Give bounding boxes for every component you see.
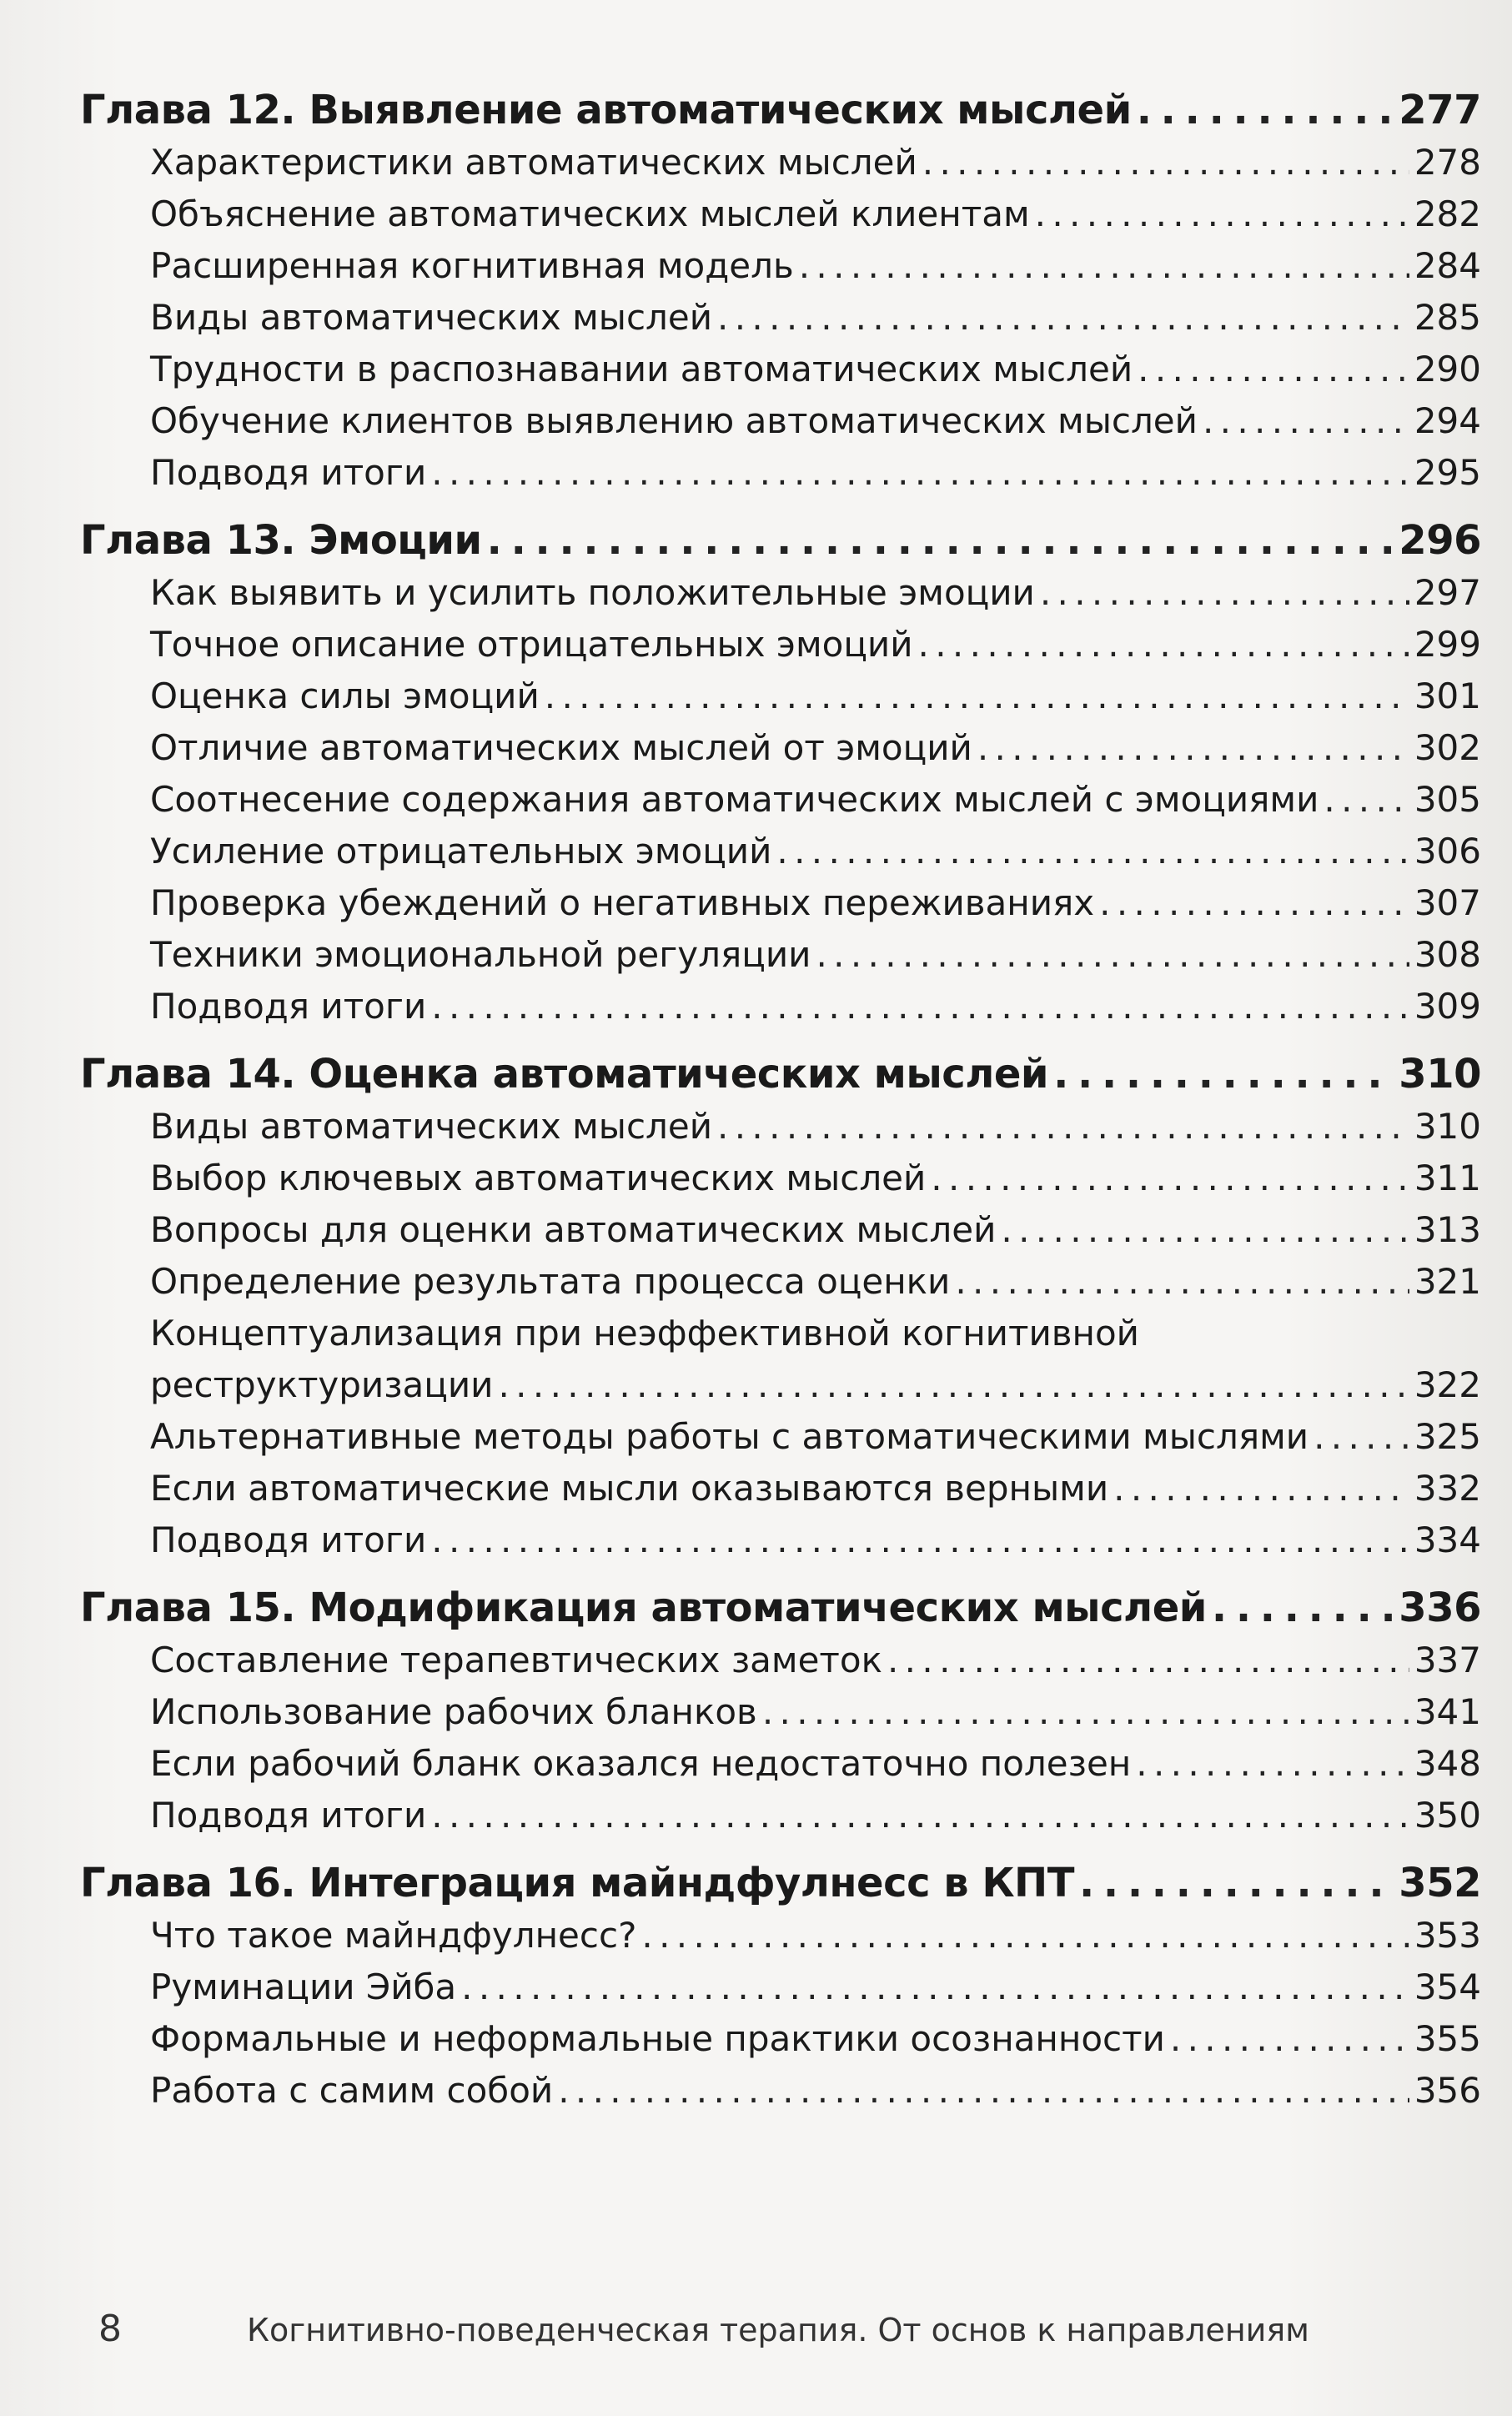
chapter-page-number: 277 bbox=[1399, 87, 1481, 133]
section-entry bbox=[150, 1308, 1481, 1411]
dot-leader bbox=[931, 1153, 1409, 1204]
running-title: Когнитивно-поведенческая терапия. От основ к направлениям bbox=[247, 2312, 1309, 2348]
section-list bbox=[80, 1635, 1481, 1841]
section-page-number: 297 bbox=[1414, 572, 1481, 613]
dot-leader bbox=[1040, 567, 1409, 619]
section-title: Концептуализация при неэффективной когнитивной bbox=[150, 1313, 1139, 1354]
dot-leader bbox=[816, 929, 1409, 981]
chapter-page-number: 336 bbox=[1399, 1585, 1481, 1631]
section-title: Подводя итоги bbox=[150, 1795, 427, 1836]
section-page-number: 295 bbox=[1414, 452, 1481, 493]
section-page-number: 321 bbox=[1414, 1261, 1481, 1302]
dot-leader bbox=[461, 1961, 1409, 2013]
section-page-number: 308 bbox=[1414, 934, 1481, 975]
dot-leader bbox=[1314, 1411, 1409, 1463]
section-entry bbox=[150, 137, 1481, 188]
page-footer bbox=[98, 2308, 1309, 2351]
dot-leader bbox=[799, 240, 1409, 292]
section-title: Если рабочий бланк оказался недостаточно полезен bbox=[150, 1743, 1132, 1784]
section-entry bbox=[150, 826, 1481, 877]
section-entry bbox=[150, 1635, 1481, 1686]
section-entry bbox=[150, 671, 1481, 722]
section-title: Трудности в распознавании автоматических мыслей bbox=[150, 349, 1133, 389]
section-entry bbox=[150, 1463, 1481, 1514]
dot-leader bbox=[1053, 1047, 1394, 1101]
chapter-title: Глава 13. Эмоции bbox=[80, 517, 482, 564]
section-entry bbox=[150, 1153, 1481, 1204]
section-entry bbox=[150, 395, 1481, 447]
dot-leader bbox=[717, 292, 1409, 344]
section-title: Проверка убеждений о негативных переживаниях bbox=[150, 882, 1095, 923]
dot-leader bbox=[1113, 1463, 1409, 1514]
section-list bbox=[80, 1910, 1481, 2117]
section-page-number: 309 bbox=[1414, 986, 1481, 1027]
section-entry bbox=[150, 447, 1481, 499]
dot-leader bbox=[918, 619, 1409, 671]
toc-chapter bbox=[80, 1047, 1481, 1566]
section-page-number: 350 bbox=[1414, 1795, 1481, 1836]
section-entry bbox=[150, 981, 1481, 1032]
section-title: Определение результата процесса оценки bbox=[150, 1261, 951, 1302]
dot-leader bbox=[1079, 1856, 1394, 1910]
dot-leader bbox=[717, 1101, 1409, 1153]
dot-leader bbox=[1136, 1738, 1409, 1790]
section-page-number: 278 bbox=[1414, 142, 1481, 183]
dot-leader bbox=[1170, 2013, 1409, 2065]
section-entry bbox=[150, 344, 1481, 395]
dot-leader bbox=[1137, 83, 1394, 137]
section-page-number: 354 bbox=[1414, 1966, 1481, 2007]
section-page-number: 348 bbox=[1414, 1743, 1481, 1784]
toc-chapter bbox=[80, 1856, 1481, 2117]
dot-leader bbox=[1035, 188, 1409, 240]
dot-leader bbox=[955, 1256, 1409, 1308]
section-page-number: 285 bbox=[1414, 297, 1481, 338]
toc-chapter bbox=[80, 514, 1481, 1032]
section-page-number: 301 bbox=[1414, 676, 1481, 716]
dot-leader bbox=[498, 1359, 1409, 1411]
section-list bbox=[80, 137, 1481, 499]
chapter-title: Глава 14. Оценка автоматических мыслей bbox=[80, 1051, 1049, 1097]
chapter-title: Глава 16. Интеграция майндфулнесс в КПТ bbox=[80, 1860, 1074, 1906]
section-title: Альтернативные методы работы с автоматическими мыслями bbox=[150, 1416, 1309, 1457]
section-page-number: 332 bbox=[1414, 1468, 1481, 1509]
section-page-number: 313 bbox=[1414, 1209, 1481, 1250]
section-entry bbox=[150, 877, 1481, 929]
section-entry bbox=[150, 722, 1481, 774]
section-page-number: 282 bbox=[1414, 193, 1481, 234]
section-entry bbox=[150, 1101, 1481, 1153]
section-entry bbox=[150, 1686, 1481, 1738]
chapter-heading bbox=[80, 83, 1481, 137]
section-title: Обучение клиентов выявлению автоматических мыслей bbox=[150, 400, 1198, 441]
section-title: Точное описание отрицательных эмоций bbox=[150, 624, 913, 665]
section-entry bbox=[150, 774, 1481, 826]
section-title: Объяснение автоматических мыслей клиентам bbox=[150, 193, 1030, 234]
section-page-number: 302 bbox=[1414, 727, 1481, 768]
section-entry bbox=[150, 240, 1481, 292]
chapter-heading bbox=[80, 1856, 1481, 1910]
section-title: Выбор ключевых автоматических мыслей bbox=[150, 1158, 927, 1198]
section-title: Формальные и неформальные практики осознанности bbox=[150, 2018, 1165, 2059]
section-entry bbox=[150, 1790, 1481, 1841]
section-title: Соотнесение содержания автоматических мыслей с эмоциями bbox=[150, 779, 1319, 820]
section-title: Составление терапевтических заметок bbox=[150, 1640, 882, 1680]
section-title: Работа с самим собой bbox=[150, 2070, 554, 2111]
chapter-page-number: 352 bbox=[1399, 1860, 1481, 1906]
section-entry bbox=[150, 2013, 1481, 2065]
section-page-number: 341 bbox=[1414, 1691, 1481, 1732]
dot-leader bbox=[887, 1635, 1409, 1686]
chapter-page-number: 310 bbox=[1399, 1051, 1481, 1097]
section-entry bbox=[150, 619, 1481, 671]
section-title: Что такое майндфулнесс? bbox=[150, 1915, 637, 1956]
section-list bbox=[80, 1101, 1481, 1566]
chapter-heading bbox=[80, 514, 1481, 567]
dot-leader bbox=[487, 514, 1394, 567]
section-entry bbox=[150, 567, 1481, 619]
section-title-continuation: реструктуризации bbox=[150, 1364, 494, 1405]
section-entry bbox=[150, 1256, 1481, 1308]
section-page-number: 310 bbox=[1414, 1106, 1481, 1147]
dot-leader bbox=[545, 671, 1409, 722]
section-page-number: 311 bbox=[1414, 1158, 1481, 1198]
section-page-number: 353 bbox=[1414, 1915, 1481, 1956]
dot-leader bbox=[1324, 774, 1409, 826]
section-entry bbox=[150, 1411, 1481, 1463]
section-entry bbox=[150, 1204, 1481, 1256]
toc-chapter bbox=[80, 1581, 1481, 1841]
toc-chapter bbox=[80, 83, 1481, 499]
dot-leader bbox=[431, 1514, 1409, 1566]
section-title: Подводя итоги bbox=[150, 986, 427, 1027]
section-title: Если автоматические мысли оказываются верными bbox=[150, 1468, 1109, 1509]
section-title: Усиление отрицательных эмоций bbox=[150, 831, 772, 871]
section-page-number: 307 bbox=[1414, 882, 1481, 923]
section-title: Вопросы для оценки автоматических мыслей bbox=[150, 1209, 997, 1250]
section-title: Виды автоматических мыслей bbox=[150, 297, 713, 338]
section-page-number: 334 bbox=[1414, 1519, 1481, 1560]
page-number: 8 bbox=[98, 2308, 122, 2350]
section-title: Техники эмоциональной регуляции bbox=[150, 934, 811, 975]
section-title: Расширенная когнитивная модель bbox=[150, 245, 794, 286]
section-entry bbox=[150, 292, 1481, 344]
section-page-number: 337 bbox=[1414, 1640, 1481, 1680]
dot-leader bbox=[762, 1686, 1409, 1738]
section-entry bbox=[150, 929, 1481, 981]
chapter-title: Глава 15. Модификация автоматических мыслей bbox=[80, 1585, 1207, 1631]
section-title: Виды автоматических мыслей bbox=[150, 1106, 713, 1147]
dot-leader bbox=[776, 826, 1409, 877]
section-list bbox=[80, 567, 1481, 1032]
section-title: Использование рабочих бланков bbox=[150, 1691, 757, 1732]
section-title: Руминации Эйба bbox=[150, 1966, 457, 2007]
section-title: Подводя итоги bbox=[150, 1519, 427, 1560]
dot-leader bbox=[431, 447, 1409, 499]
table-of-contents bbox=[80, 83, 1481, 2132]
section-title: Характеристики автоматических мыслей bbox=[150, 142, 917, 183]
dot-leader bbox=[641, 1910, 1409, 1961]
dot-leader bbox=[1212, 1581, 1394, 1635]
section-entry bbox=[150, 1738, 1481, 1790]
section-page-number: 290 bbox=[1414, 349, 1481, 389]
section-page-number: 322 bbox=[1414, 1364, 1481, 1405]
dot-leader bbox=[431, 981, 1409, 1032]
section-entry bbox=[150, 1514, 1481, 1566]
section-page-number: 325 bbox=[1414, 1416, 1481, 1457]
section-page-number: 356 bbox=[1414, 2070, 1481, 2111]
chapter-heading bbox=[80, 1581, 1481, 1635]
section-entry bbox=[150, 1961, 1481, 2013]
dot-leader bbox=[431, 1790, 1409, 1841]
section-title: Оценка силы эмоций bbox=[150, 676, 540, 716]
dot-leader bbox=[558, 2065, 1409, 2117]
dot-leader bbox=[1138, 344, 1409, 395]
section-entry bbox=[150, 2065, 1481, 2117]
section-page-number: 284 bbox=[1414, 245, 1481, 286]
section-entry bbox=[150, 1910, 1481, 1961]
section-page-number: 355 bbox=[1414, 2018, 1481, 2059]
dot-leader bbox=[1001, 1204, 1409, 1256]
section-title: Как выявить и усилить положительные эмоции bbox=[150, 572, 1035, 613]
dot-leader bbox=[977, 722, 1409, 774]
chapter-title: Глава 12. Выявление автоматических мыслей bbox=[80, 87, 1132, 133]
section-page-number: 305 bbox=[1414, 779, 1481, 820]
chapter-heading bbox=[80, 1047, 1481, 1101]
section-title-continuation-line bbox=[150, 1359, 1481, 1411]
section-title: Отличие автоматических мыслей от эмоций bbox=[150, 727, 972, 768]
section-entry bbox=[150, 188, 1481, 240]
dot-leader bbox=[1203, 395, 1409, 447]
section-page-number: 299 bbox=[1414, 624, 1481, 665]
section-page-number: 306 bbox=[1414, 831, 1481, 871]
dot-leader bbox=[1099, 877, 1409, 929]
chapter-page-number: 296 bbox=[1399, 517, 1481, 564]
dot-leader bbox=[922, 137, 1409, 188]
section-page-number: 294 bbox=[1414, 400, 1481, 441]
section-title: Подводя итоги bbox=[150, 452, 427, 493]
